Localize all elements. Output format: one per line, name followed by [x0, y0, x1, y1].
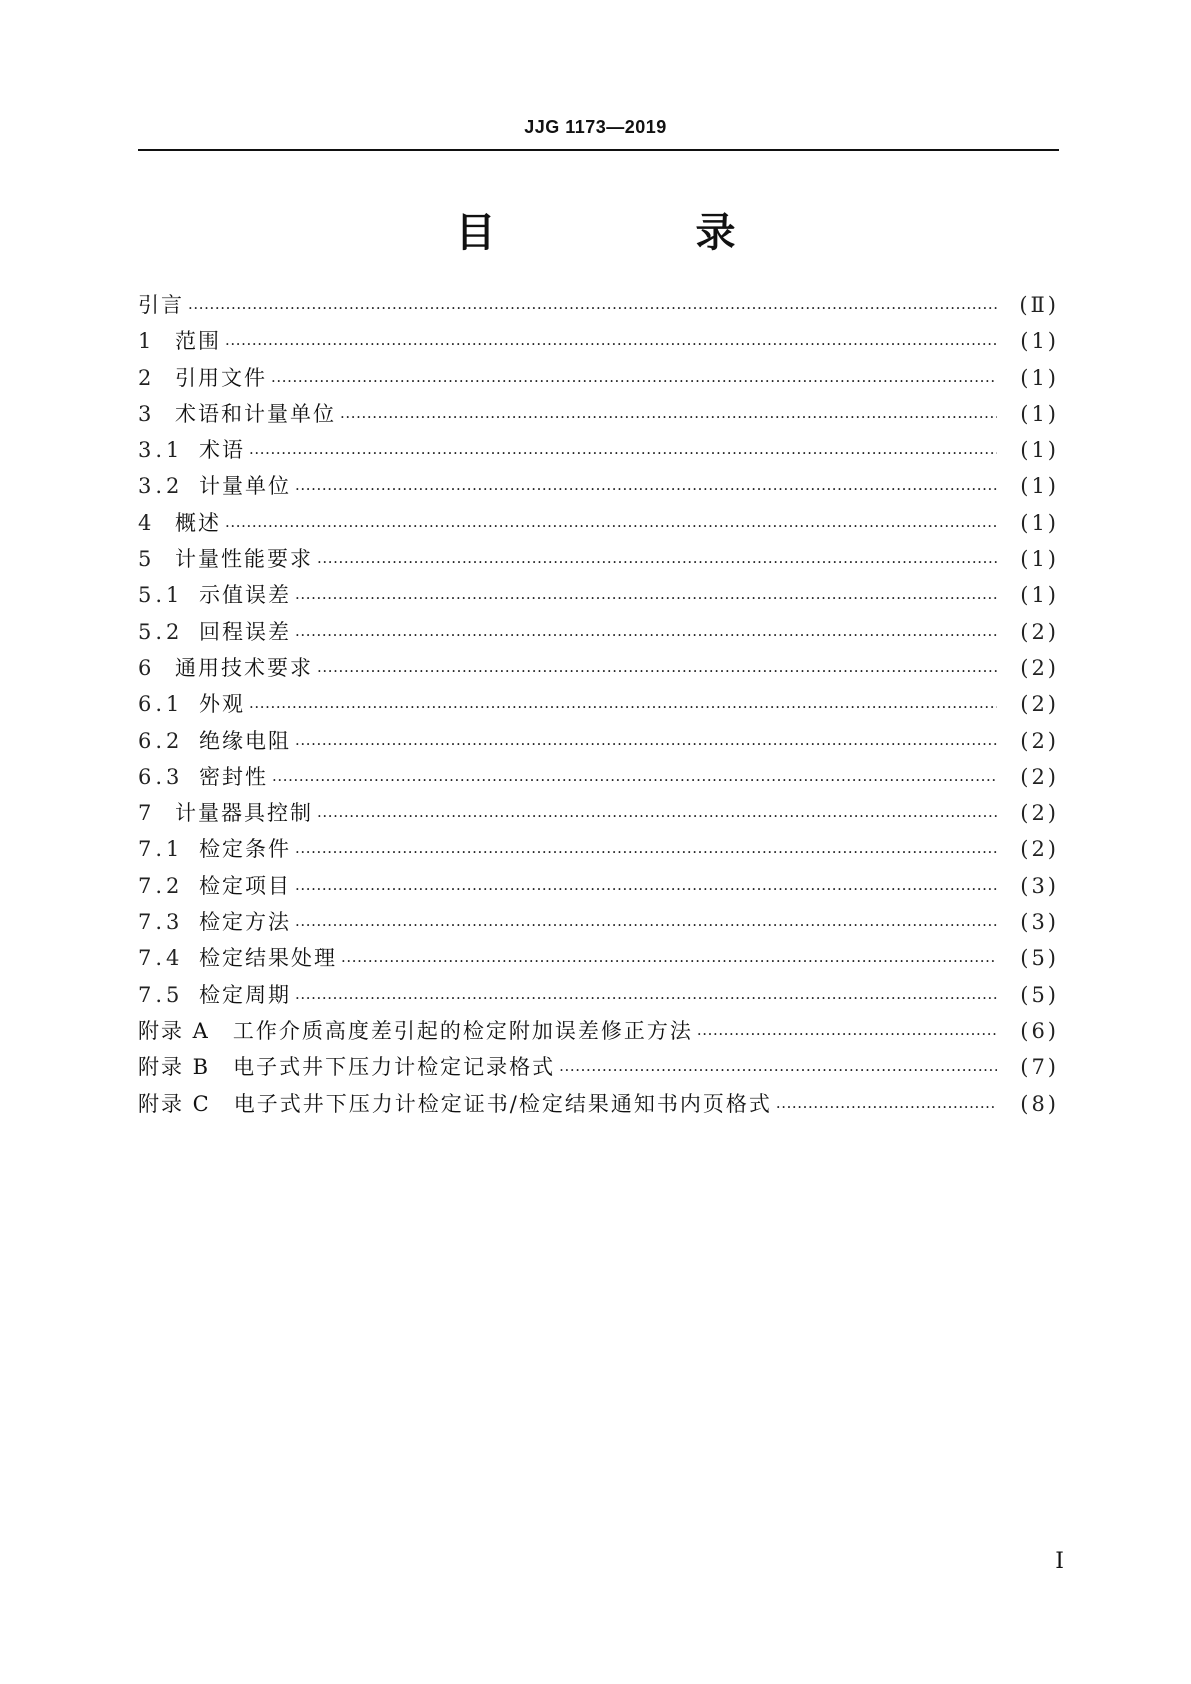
toc-entry[interactable]: [138, 977, 1059, 1013]
toc-entry-label: 检定项目: [199, 873, 291, 898]
toc-entry-page: (Ⅱ): [1019, 293, 1059, 317]
dot-leader: [697, 1014, 997, 1050]
toc-entry-number: 4: [138, 510, 156, 535]
toc-title: 目 录: [455, 210, 816, 256]
toc-entry-number: 7: [138, 801, 156, 826]
toc-entry-number: 2: [138, 365, 156, 390]
dot-leader: [295, 978, 997, 1014]
toc-entry-page: (1): [1020, 329, 1059, 354]
toc-entry-label: 外观: [199, 692, 245, 717]
dot-leader: [295, 615, 997, 651]
toc-entry-label: 范围: [175, 329, 221, 354]
toc-entry-label: 计量性能要求: [175, 547, 313, 572]
toc-entry[interactable]: [138, 723, 1059, 759]
toc-entry[interactable]: [138, 360, 1059, 396]
dot-leader: [295, 832, 997, 868]
toc-entry-page: (1): [1020, 365, 1059, 390]
toc-entry-label: 检定条件: [199, 837, 291, 862]
toc-entry[interactable]: [138, 1013, 1059, 1049]
dot-leader: [317, 542, 997, 578]
toc-entry-number: 5: [138, 547, 156, 572]
toc-entry[interactable]: [138, 1086, 1059, 1122]
toc-entry[interactable]: [138, 1049, 1059, 1085]
toc-entry[interactable]: [138, 323, 1059, 359]
toc-entry-number: 3.1: [138, 438, 184, 463]
dot-leader: [341, 941, 997, 977]
toc-entry-page: (1): [1020, 474, 1059, 499]
toc-entry-number: 6.3: [138, 764, 184, 789]
toc-entry[interactable]: [138, 831, 1059, 867]
toc-entry-page: (1): [1020, 547, 1059, 572]
toc-entry-page: (3): [1020, 910, 1059, 935]
toc-entry-page: (1): [1020, 583, 1059, 608]
dot-leader: [272, 760, 997, 796]
toc-entry[interactable]: [138, 577, 1059, 613]
toc-entry-page: (6): [1020, 1018, 1059, 1043]
toc-entry[interactable]: [138, 541, 1059, 577]
toc-entry-page: (3): [1020, 873, 1059, 898]
toc-entry-page: (8): [1020, 1091, 1059, 1116]
toc-entry-number: 5.1: [138, 583, 184, 608]
toc-entry-label: 附录 C 电子式井下压力计检定证书/检定结果通知书内页格式: [138, 1091, 772, 1116]
dot-leader: [776, 1087, 997, 1123]
toc-entry-label: 引用文件: [175, 365, 267, 390]
dot-leader: [295, 469, 997, 505]
toc-entry[interactable]: [138, 868, 1059, 904]
toc-entry[interactable]: [138, 396, 1059, 432]
table-of-contents: [138, 287, 1059, 1122]
dot-leader: [225, 324, 997, 360]
toc-entry[interactable]: [138, 904, 1059, 940]
toc-entry-page: (2): [1020, 801, 1059, 826]
dot-leader: [559, 1050, 997, 1086]
dot-leader: [271, 361, 997, 397]
toc-entry-label: 术语: [199, 438, 245, 463]
toc-entry-page: (2): [1020, 728, 1059, 753]
page-number: Ⅰ: [1055, 1549, 1064, 1574]
toc-entry-number: 5.2: [138, 619, 184, 644]
toc-entry-number: 7.3: [138, 910, 184, 935]
header-rule: [138, 149, 1059, 151]
toc-entry-page: (5): [1020, 946, 1059, 971]
toc-entry-label: 检定周期: [199, 982, 291, 1007]
toc-entry-page: (2): [1020, 655, 1059, 680]
toc-entry[interactable]: [138, 505, 1059, 541]
toc-entry-number: 7.5: [138, 982, 184, 1007]
toc-entry-page: (5): [1020, 982, 1059, 1007]
toc-entry[interactable]: [138, 940, 1059, 976]
toc-entry-number: 7.2: [138, 873, 184, 898]
dot-leader: [317, 651, 997, 687]
standard-code: JJG 1173—2019: [524, 117, 667, 137]
dot-leader: [249, 433, 997, 469]
toc-entry-label: 引言: [138, 293, 184, 317]
toc-entry[interactable]: [138, 614, 1059, 650]
toc-entry[interactable]: [138, 759, 1059, 795]
toc-entry-label: 绝缘电阻: [199, 728, 291, 753]
toc-entry-page: (2): [1020, 692, 1059, 717]
toc-entry-number: 3.2: [138, 474, 184, 499]
toc-entry[interactable]: [138, 287, 1059, 323]
toc-entry-page: (1): [1020, 401, 1059, 426]
dot-leader: [340, 397, 997, 433]
dot-leader: [295, 905, 997, 941]
toc-entry-label: 概述: [175, 510, 221, 535]
toc-entry-label: 附录 B 电子式井下压力计检定记录格式: [138, 1055, 556, 1080]
toc-entry-number: 3: [138, 401, 156, 426]
toc-entry-number: 6.1: [138, 692, 184, 717]
toc-entry-label: 术语和计量单位: [175, 401, 336, 426]
toc-entry[interactable]: [138, 432, 1059, 468]
toc-entry[interactable]: [138, 468, 1059, 504]
toc-entry-number: 7.4: [138, 946, 184, 971]
dot-leader: [295, 578, 997, 614]
toc-entry-page: (2): [1020, 837, 1059, 862]
toc-entry-label: 计量单位: [199, 474, 291, 499]
dot-leader: [295, 869, 997, 905]
toc-entry-page: (7): [1020, 1055, 1059, 1080]
toc-entry[interactable]: [138, 650, 1059, 686]
toc-entry-page: (1): [1020, 510, 1059, 535]
toc-entry-number: 6: [138, 655, 156, 680]
toc-entry[interactable]: [138, 686, 1059, 722]
toc-entry-label: 密封性: [199, 764, 268, 789]
toc-entry-label: 通用技术要求: [175, 655, 313, 680]
dot-leader: [317, 796, 997, 832]
toc-entry[interactable]: [138, 795, 1059, 831]
toc-entry-label: 附录 A 工作介质高度差引起的检定附加误差修正方法: [138, 1018, 693, 1043]
dot-leader: [188, 288, 997, 324]
toc-entry-label: 计量器具控制: [175, 801, 313, 826]
toc-entry-page: (1): [1020, 438, 1059, 463]
dot-leader: [225, 506, 997, 542]
toc-entry-label: 回程误差: [199, 619, 291, 644]
toc-entry-label: 检定方法: [199, 910, 291, 935]
toc-entry-number: 6.2: [138, 728, 184, 753]
toc-entry-label: 示值误差: [199, 583, 291, 608]
toc-entry-number: 7.1: [138, 837, 184, 862]
toc-entry-label: 检定结果处理: [199, 946, 337, 971]
toc-entry-page: (2): [1020, 764, 1059, 789]
dot-leader: [249, 687, 997, 723]
toc-entry-number: 1: [138, 329, 156, 354]
toc-entry-page: (2): [1020, 619, 1059, 644]
dot-leader: [295, 724, 997, 760]
